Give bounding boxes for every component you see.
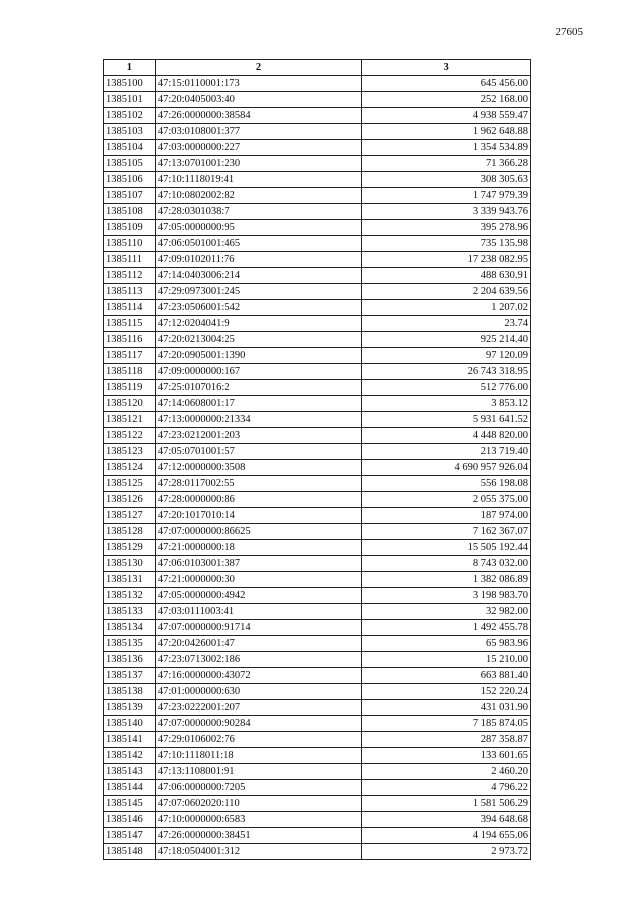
row-number-cell: 1385122: [104, 428, 156, 444]
row-number-cell: 1385147: [104, 828, 156, 844]
cadastral-number-cell: 47:29:0973001:245: [155, 284, 361, 300]
column-header-1: 1: [104, 60, 156, 76]
row-number-cell: 1385119: [104, 380, 156, 396]
row-number-cell: 1385113: [104, 284, 156, 300]
cadastral-number-cell: 47:09:0102011:76: [155, 252, 361, 268]
cadastral-number-cell: 47:07:0000000:91714: [155, 620, 361, 636]
cadastral-number-cell: 47:21:0000000:30: [155, 572, 361, 588]
table-row: [104, 348, 531, 364]
row-number-cell: 1385114: [104, 300, 156, 316]
cadastral-number-cell: 47:05:0701001:57: [155, 444, 361, 460]
cadastral-number-cell: 47:10:1118019:41: [155, 172, 361, 188]
row-number-cell: 1385129: [104, 540, 156, 556]
row-number-cell: 1385109: [104, 220, 156, 236]
cadastral-value-cell: 8 743 032.00: [362, 556, 531, 572]
cadastral-number-cell: 47:14:0403006:214: [155, 268, 361, 284]
cadastral-value-cell: 252 168.00: [362, 92, 531, 108]
table-row: [104, 140, 531, 156]
cadastral-number-cell: 47:28:0301038:7: [155, 204, 361, 220]
row-number-cell: 1385142: [104, 748, 156, 764]
row-number-cell: 1385141: [104, 732, 156, 748]
cadastral-number-cell: 47:03:0111003:41: [155, 604, 361, 620]
cadastral-value-cell: 187 974.00: [362, 508, 531, 524]
cadastral-number-cell: 47:12:0000000:3508: [155, 460, 361, 476]
table-row: [104, 844, 531, 860]
table-row: [104, 380, 531, 396]
row-number-cell: 1385124: [104, 460, 156, 476]
cadastral-number-cell: 47:10:1118011:18: [155, 748, 361, 764]
table-row: [104, 636, 531, 652]
table-row: [104, 460, 531, 476]
cadastral-number-cell: 47:03:0000000:227: [155, 140, 361, 156]
table-row: [104, 684, 531, 700]
cadastral-number-cell: 47:12:0204041:9: [155, 316, 361, 332]
cadastral-value-cell: 71 366.28: [362, 156, 531, 172]
cadastral-number-cell: 47:05:0000000:4942: [155, 588, 361, 604]
row-number-cell: 1385127: [104, 508, 156, 524]
column-header-2: 2: [155, 60, 361, 76]
row-number-cell: 1385104: [104, 140, 156, 156]
cadastral-value-cell: 308 305.63: [362, 172, 531, 188]
cadastral-number-cell: 47:26:0000000:38584: [155, 108, 361, 124]
row-number-cell: 1385137: [104, 668, 156, 684]
cadastral-number-cell: 47:05:0000000:95: [155, 220, 361, 236]
table-row: [104, 556, 531, 572]
cadastral-value-cell: 1 962 648.88: [362, 124, 531, 140]
row-number-cell: 1385120: [104, 396, 156, 412]
cadastral-value-cell: 2 460.20: [362, 764, 531, 780]
cadastral-number-cell: 47:09:0000000:167: [155, 364, 361, 380]
cadastral-number-cell: 47:07:0000000:86625: [155, 524, 361, 540]
row-number-cell: 1385140: [104, 716, 156, 732]
cadastral-number-cell: 47:26:0000000:38451: [155, 828, 361, 844]
table-row: [104, 828, 531, 844]
cadastral-value-cell: 488 630.91: [362, 268, 531, 284]
row-number-cell: 1385103: [104, 124, 156, 140]
cadastral-value-cell: 1 492 455.78: [362, 620, 531, 636]
cadastral-number-cell: 47:25:0107016:2: [155, 380, 361, 396]
table-row: [104, 156, 531, 172]
row-number-cell: 1385115: [104, 316, 156, 332]
table-row: [104, 412, 531, 428]
cadastral-value-cell: 3 853.12: [362, 396, 531, 412]
cadastral-number-cell: 47:20:0405003:40: [155, 92, 361, 108]
table-row: [104, 172, 531, 188]
table-row: [104, 796, 531, 812]
cadastral-value-cell: 133 601.65: [362, 748, 531, 764]
row-number-cell: 1385105: [104, 156, 156, 172]
column-header-3: 3: [362, 60, 531, 76]
row-number-cell: 1385102: [104, 108, 156, 124]
table-row: [104, 492, 531, 508]
table-row: [104, 524, 531, 540]
cadastral-value-cell: 152 220.24: [362, 684, 531, 700]
cadastral-value-cell: 213 719.40: [362, 444, 531, 460]
row-number-cell: 1385107: [104, 188, 156, 204]
cadastral-number-cell: 47:23:0506001:542: [155, 300, 361, 316]
cadastral-value-cell: 1 382 086.89: [362, 572, 531, 588]
row-number-cell: 1385112: [104, 268, 156, 284]
page-number: 27605: [555, 26, 583, 38]
cadastral-value-cell: 395 278.96: [362, 220, 531, 236]
row-number-cell: 1385117: [104, 348, 156, 364]
row-number-cell: 1385138: [104, 684, 156, 700]
table-row: [104, 620, 531, 636]
cadastral-number-cell: 47:01:0000000:630: [155, 684, 361, 700]
cadastral-value-cell: 17 238 082.95: [362, 252, 531, 268]
table-row: [104, 748, 531, 764]
table-row: [104, 700, 531, 716]
row-number-cell: 1385121: [104, 412, 156, 428]
cadastral-value-cell: 7 162 367.07: [362, 524, 531, 540]
cadastral-number-cell: 47:23:0212001:203: [155, 428, 361, 444]
row-number-cell: 1385136: [104, 652, 156, 668]
cadastral-value-cell: 15 505 192.44: [362, 540, 531, 556]
cadastral-value-cell: 4 448 820.00: [362, 428, 531, 444]
cadastral-value-cell: 5 931 641.52: [362, 412, 531, 428]
cadastral-value-cell: 512 776.00: [362, 380, 531, 396]
cadastral-value-cell: 663 881.40: [362, 668, 531, 684]
cadastral-number-cell: 47:06:0501001:465: [155, 236, 361, 252]
cadastral-number-cell: 47:23:0222001:207: [155, 700, 361, 716]
cadastral-number-cell: 47:28:0000000:86: [155, 492, 361, 508]
row-number-cell: 1385101: [104, 92, 156, 108]
cadastral-number-cell: 47:07:0602020:110: [155, 796, 361, 812]
table-row: [104, 316, 531, 332]
cadastral-number-cell: 47:23:0713002:186: [155, 652, 361, 668]
row-number-cell: 1385134: [104, 620, 156, 636]
table-row: [104, 716, 531, 732]
cadastral-value-cell: 1 354 534.89: [362, 140, 531, 156]
cadastral-number-cell: 47:10:0802002:82: [155, 188, 361, 204]
table-row: [104, 252, 531, 268]
table-row: [104, 732, 531, 748]
table-row: [104, 572, 531, 588]
cadastral-number-cell: 47:20:1017010:14: [155, 508, 361, 524]
table-row: [104, 300, 531, 316]
cadastral-number-cell: 47:20:0213004:25: [155, 332, 361, 348]
row-number-cell: 1385135: [104, 636, 156, 652]
cadastral-number-cell: 47:28:0117002:55: [155, 476, 361, 492]
cadastral-number-cell: 47:13:0701001:230: [155, 156, 361, 172]
cadastral-value-cell: 97 120.09: [362, 348, 531, 364]
cadastral-value-cell: 3 339 943.76: [362, 204, 531, 220]
cadastral-value-cell: 431 031.90: [362, 700, 531, 716]
cadastral-value-cell: 7 185 874.05: [362, 716, 531, 732]
table-row: [104, 508, 531, 524]
table-row: [104, 476, 531, 492]
table-row: [104, 124, 531, 140]
row-number-cell: 1385125: [104, 476, 156, 492]
row-number-cell: 1385118: [104, 364, 156, 380]
cadastral-value-cell: 4 194 655.06: [362, 828, 531, 844]
row-number-cell: 1385143: [104, 764, 156, 780]
row-number-cell: 1385126: [104, 492, 156, 508]
table-body: [104, 76, 531, 860]
table-row: [104, 236, 531, 252]
cadastral-value-cell: 2 204 639.56: [362, 284, 531, 300]
cadastral-value-cell: 26 743 318.95: [362, 364, 531, 380]
table-row: [104, 540, 531, 556]
cadastral-number-cell: 47:03:0108001:377: [155, 124, 361, 140]
table-row: [104, 444, 531, 460]
cadastral-value-cell: 2 055 375.00: [362, 492, 531, 508]
cadastral-value-cell: 925 214.40: [362, 332, 531, 348]
cadastral-number-cell: 47:21:0000000:18: [155, 540, 361, 556]
cadastral-number-cell: 47:20:0426001:47: [155, 636, 361, 652]
cadastral-value-cell: 1 581 506.29: [362, 796, 531, 812]
row-number-cell: 1385130: [104, 556, 156, 572]
cadastral-value-cell: 3 198 983.70: [362, 588, 531, 604]
table-row: [104, 780, 531, 796]
row-number-cell: 1385133: [104, 604, 156, 620]
row-number-cell: 1385132: [104, 588, 156, 604]
row-number-cell: 1385106: [104, 172, 156, 188]
cadastral-value-cell: 32 982.00: [362, 604, 531, 620]
cadastral-value-cell: 65 983.96: [362, 636, 531, 652]
table-row: [104, 108, 531, 124]
row-number-cell: 1385108: [104, 204, 156, 220]
table-row: [104, 428, 531, 444]
cadastral-value-cell: 556 198.08: [362, 476, 531, 492]
table-row: [104, 364, 531, 380]
table-row: [104, 588, 531, 604]
table-row: [104, 220, 531, 236]
table-row: [104, 76, 531, 92]
table-row: [104, 668, 531, 684]
cadastral-number-cell: 47:20:0905001:1390: [155, 348, 361, 364]
row-number-cell: 1385123: [104, 444, 156, 460]
cadastral-number-cell: 47:13:1108001:91: [155, 764, 361, 780]
table-row: [104, 604, 531, 620]
row-number-cell: 1385131: [104, 572, 156, 588]
cadastral-number-cell: 47:06:0000000:7205: [155, 780, 361, 796]
cadastral-number-cell: 47:15:0110001:173: [155, 76, 361, 92]
cadastral-value-cell: 645 456.00: [362, 76, 531, 92]
cadastral-number-cell: 47:06:0103001:387: [155, 556, 361, 572]
row-number-cell: 1385100: [104, 76, 156, 92]
cadastral-number-cell: 47:07:0000000:90284: [155, 716, 361, 732]
table-header-row: [104, 60, 531, 76]
table-row: [104, 812, 531, 828]
row-number-cell: 1385148: [104, 844, 156, 860]
row-number-cell: 1385145: [104, 796, 156, 812]
cadastral-number-cell: 47:16:0000000:43072: [155, 668, 361, 684]
cadastral-value-cell: 4 796.22: [362, 780, 531, 796]
cadastral-value-table: [103, 59, 531, 860]
cadastral-value-cell: 15 210.00: [362, 652, 531, 668]
table-row: [104, 284, 531, 300]
cadastral-value-cell: 4 938 559.47: [362, 108, 531, 124]
table-row: [104, 764, 531, 780]
cadastral-value-cell: 735 135.98: [362, 236, 531, 252]
table-row: [104, 188, 531, 204]
table-row: [104, 652, 531, 668]
table-row: [104, 332, 531, 348]
row-number-cell: 1385144: [104, 780, 156, 796]
row-number-cell: 1385110: [104, 236, 156, 252]
row-number-cell: 1385111: [104, 252, 156, 268]
row-number-cell: 1385128: [104, 524, 156, 540]
cadastral-number-cell: 47:29:0106002:76: [155, 732, 361, 748]
table-row: [104, 92, 531, 108]
cadastral-number-cell: 47:14:0608001:17: [155, 396, 361, 412]
table-row: [104, 204, 531, 220]
cadastral-value-cell: 2 973.72: [362, 844, 531, 860]
cadastral-number-cell: 47:10:0000000:6583: [155, 812, 361, 828]
row-number-cell: 1385146: [104, 812, 156, 828]
cadastral-value-cell: 1 747 979.39: [362, 188, 531, 204]
cadastral-number-cell: 47:18:0504001:312: [155, 844, 361, 860]
table-row: [104, 268, 531, 284]
cadastral-value-cell: 394 648.68: [362, 812, 531, 828]
cadastral-value-cell: 287 358.87: [362, 732, 531, 748]
row-number-cell: 1385116: [104, 332, 156, 348]
cadastral-value-cell: 4 690 957 926.04: [362, 460, 531, 476]
cadastral-value-cell: 1 207.02: [362, 300, 531, 316]
table-row: [104, 396, 531, 412]
cadastral-value-cell: 23.74: [362, 316, 531, 332]
cadastral-number-cell: 47:13:0000000:21334: [155, 412, 361, 428]
row-number-cell: 1385139: [104, 700, 156, 716]
